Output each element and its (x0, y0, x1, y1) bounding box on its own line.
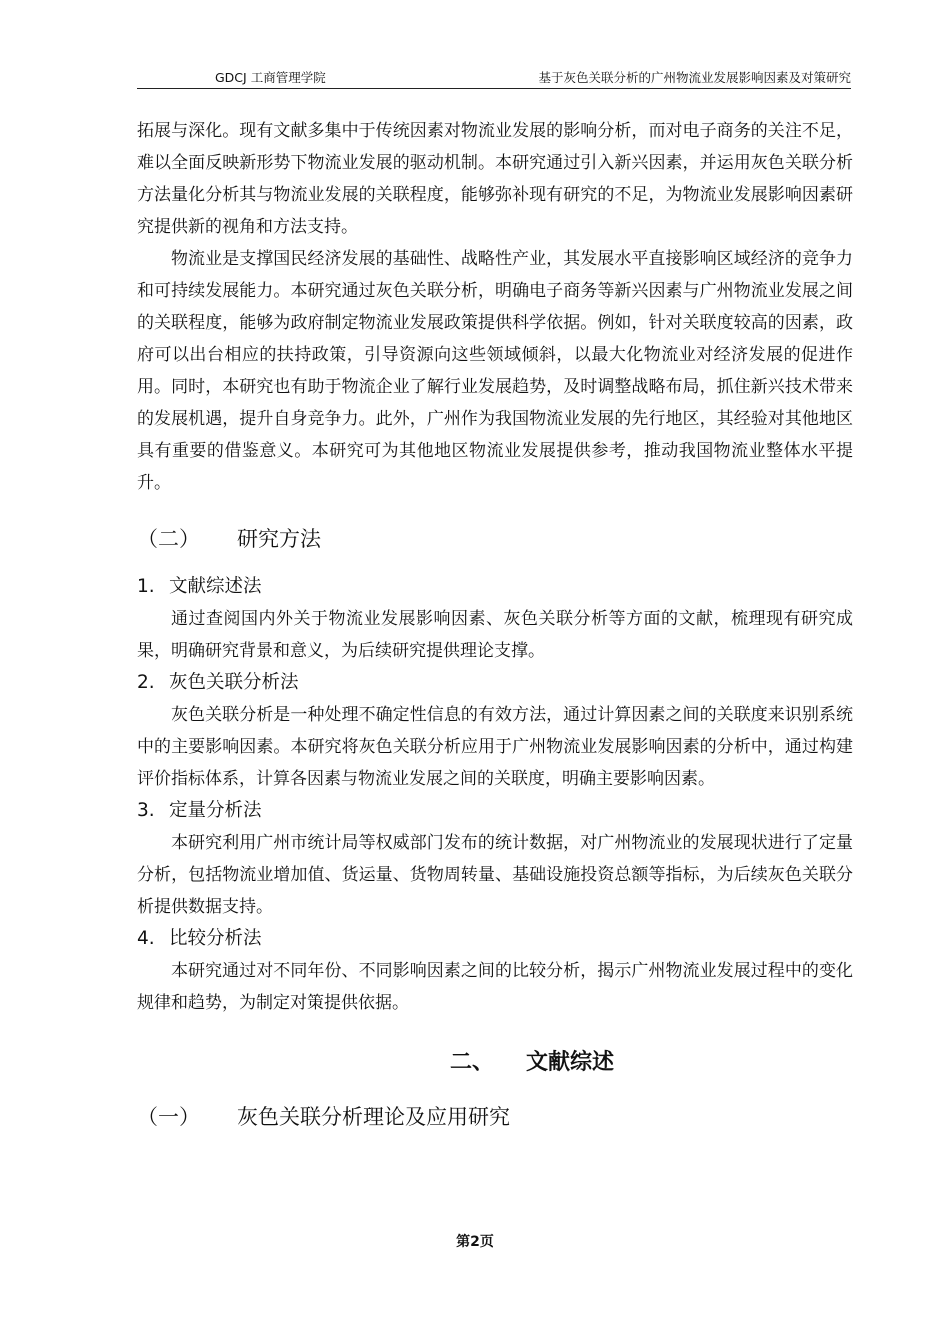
method-heading-grey-relational (137, 667, 853, 699)
page-number: 第2页 (456, 1234, 494, 1250)
section-number: （二） (137, 527, 200, 551)
chapter-title: 文献综述 (526, 1050, 615, 1075)
subsection-title: 灰色关联分析理论及应用研究 (237, 1105, 510, 1129)
method-title: 灰色关联分析法 (169, 672, 299, 693)
method-text-quantitative: 本研究利用广州市统计局等权威部门发布的统计数据，对广州物流业的发展现状进行了定量分析，包括物流业增加值、货运量、货物周转量、基础设施投资总额等指标，为后续灰色关联分析提供数据支持。 (137, 833, 853, 917)
method-heading-literature (137, 571, 853, 603)
method-title: 定量分析法 (169, 800, 262, 821)
chapter-number: 二、 (450, 1050, 495, 1075)
method-number: 2. (137, 672, 155, 693)
method-text-literature: 通过查阅国内外关于物流业发展影响因素、灰色关联分析等方面的文献，梳理现有研究成果，明确研究背景和意义，为后续研究提供理论支撑。 (137, 609, 853, 661)
method-text-comparative: 本研究通过对不同年份、不同影响因素之间的比较分析，揭示广州物流业发展过程中的变化规律和趋势，为制定对策提供依据。 (137, 961, 853, 1013)
paragraph-significance-continued: 拓展与深化。现有文献多集中于传统因素对物流业发展的影响分析，而对电子商务的关注不足，难以全面反映新形势下物流业发展的驱动机制。本研究通过引入新兴因素，并运用灰色关联分析方法量化分析其与物流业发展的关联程度，能够弥补现有研究的不足，为物流业发展影响因素研究提供新的视角和方法支持。 (137, 121, 853, 237)
header-paper-title: 基于灰色关联分析的广州物流业发展影响因素及对策研究 (538, 70, 851, 85)
section-heading-methods (137, 519, 853, 559)
method-number: 4. (137, 928, 155, 949)
paragraph-practical-significance: 物流业是支撑国民经济发展的基础性、战略性产业，其发展水平直接影响区域经济的竞争力和可持续发展能力。本研究通过灰色关联分析，明确电子商务等新兴因素与广州物流业发展之间的关联程度，能够为政府制定物流业发展政策提供科学依据。例如，针对关联度较高的因素，政府可以出台相应的扶持政策，引导资源向这些领域倾斜，以最大化物流业对经济发展的促进作用。同时，本研究也有助于物流企业了解行业发展趋势，及时调整战略布局，抓住新兴技术带来的发展机遇，提升自身竞争力。此外，广州作为我国物流业发展的先行地区，其经验对其他地区具有重要的借鉴意义。本研究可为其他地区物流业发展提供参考，推动我国物流业整体水平提升。 (137, 249, 853, 493)
method-title: 文献综述法 (169, 576, 262, 597)
subsection-number: （一） (137, 1105, 200, 1129)
method-heading-comparative (137, 923, 853, 955)
method-number: 3. (137, 800, 155, 821)
header-institution: GDCJ 工商管理学院 (215, 70, 326, 85)
subsection-heading-grey-theory (137, 1097, 853, 1137)
section-title: 研究方法 (237, 527, 321, 551)
method-text-grey-relational: 灰色关联分析是一种处理不确定性信息的有效方法，通过计算因素之间的关联度来识别系统中的主要影响因素。本研究将灰色关联分析应用于广州物流业发展影响因素的分析中，通过构建评价指标体系，计算各因素与物流业发展之间的关联度，明确主要影响因素。 (137, 705, 853, 789)
method-title: 比较分析法 (169, 928, 262, 949)
method-heading-quantitative (137, 795, 853, 827)
page-body (137, 115, 853, 1137)
page-header (137, 66, 851, 89)
chapter-heading-literature-review (137, 1043, 853, 1083)
method-number: 1. (137, 576, 155, 597)
